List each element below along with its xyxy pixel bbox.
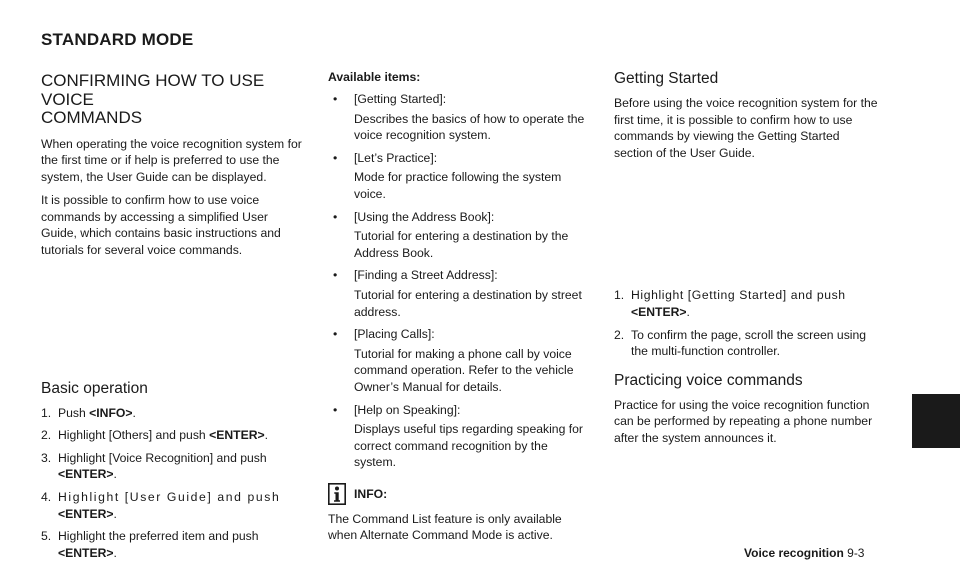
step-text-body: To confirm the page, scroll the screen using the multi-function controller. (631, 327, 867, 359)
step-number: 2. (614, 327, 625, 342)
step-number: 4. (41, 490, 52, 505)
step-text (58, 427, 306, 444)
step-number: 5. (41, 529, 52, 544)
intro-paragraph-1: When operating the voice recognition system for the first time or if help is preferred to use the system, the User Guide can be displayed. (41, 136, 302, 184)
step-text-body: Highlight [Getting Started] and push (631, 288, 846, 303)
item-label: [Getting Started]: (354, 92, 447, 106)
getting-started-steps (614, 287, 880, 359)
section-title-line-2: COMMANDS (41, 108, 143, 127)
step-item (41, 489, 306, 522)
footer-label: Voice recognition (744, 546, 844, 560)
item-description: Tutorial for entering a destination by street address. (354, 287, 582, 319)
step-text-end: . (132, 405, 136, 420)
step-text-end: . (113, 545, 117, 560)
step-text (58, 450, 306, 483)
step-key: <ENTER> (58, 545, 114, 560)
item-description: Tutorial for entering a destination by the Address Book. (354, 229, 569, 260)
step-number: 2. (41, 428, 52, 443)
footer-page-number: 9-3 (847, 546, 865, 560)
step-text (631, 327, 880, 360)
info-label: INFO: (354, 486, 388, 501)
info-heading (328, 483, 593, 505)
getting-started-title: Getting Started (614, 70, 719, 87)
step-item (41, 528, 306, 561)
step-key: <ENTER> (209, 428, 265, 443)
intro-paragraph-2: It is possible to confirm how to use voice commands by accessing a simplified User Guide, which contains basic instructions and tutorials for several voice commands. (41, 193, 281, 258)
item-label: [Let’s Practice]: (354, 150, 438, 165)
step-text-body: Highlight [Voice Recognition] and push (58, 450, 267, 465)
item-description: Mode for practice following the system voice. (354, 170, 562, 201)
step-text (631, 287, 880, 320)
step-text (58, 489, 306, 522)
step-key: <ENTER> (58, 506, 114, 521)
step-item (614, 287, 880, 320)
practicing-title: Practicing voice commands (614, 371, 803, 389)
list-item (328, 402, 593, 471)
page-header: STANDARD MODE (41, 30, 194, 49)
step-text-body: Highlight [Others] and push (58, 428, 210, 443)
step-key: <ENTER> (631, 304, 687, 319)
item-label: [Finding a Street Address]: (354, 268, 498, 283)
step-text-end: . (113, 467, 117, 482)
bullet-icon: • (333, 402, 338, 417)
step-number: 1. (614, 288, 625, 303)
page-footer (744, 546, 864, 560)
step-text-body: Highlight the preferred item and push (58, 529, 259, 544)
column-3 (614, 70, 880, 454)
step-text-end: . (113, 506, 119, 521)
item-label: [Using the Address Book]: (354, 209, 495, 224)
list-item (328, 326, 593, 395)
list-item (328, 267, 593, 320)
getting-started-text: Before using the voice recognition system for the first time, it is possible to confirm how to use commands by viewing the Getting Started section of the User Guide. (614, 96, 878, 160)
item-label: [Help on Speaking]: (354, 402, 461, 417)
step-text-end: . (686, 304, 691, 319)
step-item (41, 450, 306, 483)
list-item (328, 209, 593, 262)
list-item (328, 150, 593, 203)
step-item (41, 427, 306, 444)
item-description: Displays useful tips regarding speaking for correct command recognition by the system. (354, 422, 583, 470)
step-text-body: Highlight [User Guide] and push (58, 490, 281, 505)
bullet-icon: • (333, 268, 338, 283)
step-number: 1. (41, 405, 52, 420)
step-item (41, 405, 306, 422)
basic-operation-title: Basic operation (41, 379, 148, 397)
section-title-line-1: CONFIRMING HOW TO USE VOICE (41, 71, 265, 109)
step-key: <ENTER> (58, 467, 114, 482)
section-title (41, 72, 306, 128)
step-item (614, 327, 880, 360)
step-key: <INFO> (89, 405, 133, 420)
bullet-icon: • (333, 209, 338, 224)
step-number: 3. (41, 450, 52, 465)
info-icon (328, 483, 346, 505)
item-description: Describes the basics of how to operate the voice recognition system. (354, 111, 585, 143)
bullet-icon: • (333, 92, 338, 106)
available-items-title: Available items: (328, 70, 421, 84)
chapter-tab (912, 394, 960, 448)
practicing-text: Practice for using the voice recognition function can be performed by repeating a phone number after the system announces it. (614, 397, 873, 445)
column-1 (41, 70, 306, 567)
available-items-list (328, 91, 593, 471)
info-text: The Command List feature is only available when Alternate Command Mode is active. (328, 511, 562, 543)
step-text-body: Push (58, 405, 90, 420)
basic-operation-steps (41, 405, 306, 562)
item-label: [Placing Calls]: (354, 327, 435, 342)
step-text-end: . (264, 428, 269, 443)
step-text (58, 405, 306, 422)
bullet-icon: • (333, 327, 338, 342)
column-2 (328, 70, 593, 551)
item-description: Tutorial for making a phone call by voice command operation. Refer to the vehicle Owner’s Manual for details. (354, 346, 574, 394)
step-text (58, 528, 306, 561)
bullet-icon: • (333, 150, 338, 165)
list-item (328, 91, 593, 144)
